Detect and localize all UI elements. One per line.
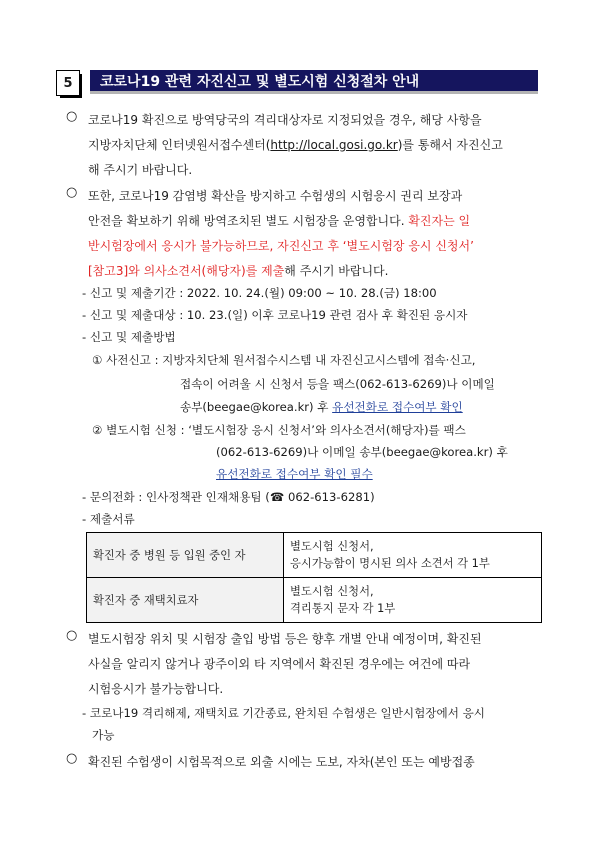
item-target: - 신고 및 제출대상 : 10. 23.(일) 이후 코로나19 관련 검사 후 확진된 응시자 — [82, 308, 468, 322]
table-cell-line2: 격리통지 문자 각 1부 — [290, 602, 396, 615]
phone-icon: ☎ — [269, 490, 285, 504]
bullet-4: ○ — [66, 751, 78, 766]
p3-line3: 시험응시가 불가능합니다. — [88, 682, 224, 696]
bullet-2: ○ — [66, 185, 78, 200]
p2-line3: 반시험장에서 응시가 불가능하므로, 자진신고 후 ‘별도시험장 응시 신청서’ — [88, 239, 474, 253]
p3-sub1: - 코로나19 격리해제, 재택치료 기간종료, 완치된 수험생은 일반시험장에서 응시 — [82, 706, 485, 720]
method-2-line3: 유선전화로 접수여부 확인 필수 — [216, 467, 373, 481]
p1-line1: 코로나19 확진으로 방역당국의 격리대상자로 지정되었을 경우, 해당 사항을 — [88, 113, 482, 127]
p2-line4-red: [참고3]와 의사소견서(해당자)를 제출 — [88, 264, 285, 278]
p1-line2b: )를 통해서 자진신고 — [397, 138, 503, 152]
table-cell-line1: 별도시험 신청서, — [290, 540, 374, 553]
p1-line2 — [88, 136, 503, 154]
p2-line1: 또한, 코로나19 감염병 확산을 방지하고 수험생의 시험응시 권리 보장과 — [88, 189, 463, 203]
bullet-1: ○ — [66, 109, 78, 124]
table-row — [87, 578, 542, 623]
p2-line2a: 안전을 확보하기 위해 방역조치된 별도 시험장을 운영합니다. — [88, 214, 409, 228]
table-cell-line2: 응시가능함이 명시된 의사 소견서 각 1부 — [290, 557, 490, 570]
method-1-line3a: 송부(beegae@korea.kr) 후 — [180, 400, 333, 414]
local-gosi-link[interactable]: http://local.gosi.go.kr — [270, 138, 398, 152]
table-cell-value — [284, 533, 542, 578]
docs-table — [86, 532, 542, 623]
method-2-line1: ② 별도시험 신청 : ‘별도시험장 응시 신청서’와 의사소견서(해당자)를 팩스 — [92, 423, 466, 437]
item-period: - 신고 및 제출기간 : 2022. 10. 24.(월) 09:00 ~ 10. 28.(금) 18:00 — [82, 286, 437, 300]
method-1-line1: ① 사전신고 : 지방자치단체 원서접수시스템 내 자진신고시스템에 접속·신고, — [92, 353, 476, 367]
p4-line1: 확진된 수험생이 시험목적으로 외출 시에는 도보, 자차(본인 또는 예방접종 — [88, 755, 475, 769]
table-cell-label: 확진자 중 재택치료자 — [87, 578, 284, 623]
table-cell-label: 확진자 중 병원 등 입원 중인 자 — [87, 533, 284, 578]
bullet-3: ○ — [66, 628, 78, 643]
table-cell-line1: 별도시험 신청서, — [290, 585, 374, 598]
item-contact — [82, 488, 375, 506]
p2-line2 — [88, 212, 470, 230]
table-row — [87, 533, 542, 578]
p3-line2: 사실을 알리지 않거나 광주이외 타 지역에서 확진된 경우에는 여건에 따라 — [88, 657, 471, 671]
item-docs: - 제출서류 — [82, 512, 135, 526]
p2-line4 — [88, 262, 388, 280]
contact-b: 062-613-6281) — [284, 490, 375, 504]
p1-line2a: 지방자치단체 인터넷원서접수센터( — [88, 138, 271, 152]
p1-line3: 해 주시기 바랍니다. — [88, 163, 193, 177]
p2-line2-red: 확진자는 일 — [408, 214, 471, 228]
table-cell-value — [284, 578, 542, 623]
section-number: 5 — [56, 70, 80, 96]
p2-line4b: 해 주시기 바랍니다. — [284, 264, 389, 278]
method-1-line2: 접속이 어려울 시 신청서 등을 팩스(062-613-6269)나 이메일 — [180, 377, 495, 391]
p3-line1: 별도시험장 위치 및 시험장 출입 방법 등은 향후 개별 안내 예정이며, 확진된 — [88, 632, 482, 646]
method-2-line2: (062-613-6269)나 이메일 송부(beegae@korea.kr) 후 — [216, 445, 508, 459]
item-method: - 신고 및 제출방법 — [82, 330, 176, 344]
p3-sub2: 가능 — [92, 728, 115, 742]
method-1-line3 — [180, 398, 463, 416]
contact-a: - 문의전화 : 인사정책관 인재채용팀 ( — [82, 490, 270, 504]
section-header — [56, 70, 541, 96]
section-title: 코로나19 관련 자진신고 및 별도시험 신청절차 안내 — [90, 70, 538, 94]
method-1-confirm: 유선전화로 접수여부 확인 — [332, 400, 463, 414]
